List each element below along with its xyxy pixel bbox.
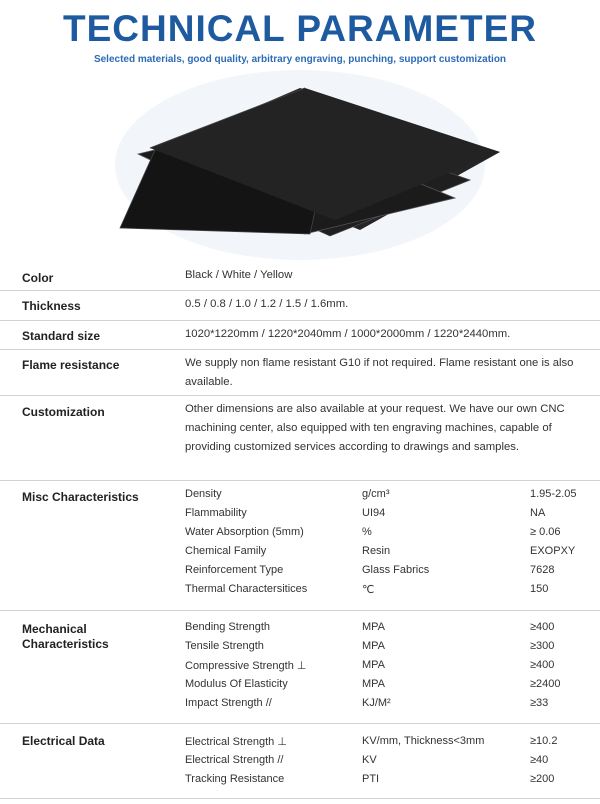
page-subtitle: Selected materials, good quality, arbitrary engraving, punching, support customization <box>93 54 507 65</box>
spec-row-customization <box>0 396 600 481</box>
table-row: Impact Strength // KJ/M² ≥33 <box>185 697 549 709</box>
product-image <box>0 70 600 260</box>
spec-label: Color <box>22 271 54 285</box>
table-row: Flammability UI94 NA <box>185 507 546 519</box>
page-title: TECHNICAL PARAMETER <box>63 8 537 49</box>
spec-value: 1020*1220mm / 1220*2040mm / 1000*2000mm / 1220*2440mm. <box>185 328 511 340</box>
table-row: Compressive Strength ⊥ MPA ≥400 <box>185 659 555 672</box>
spec-row-color <box>0 262 600 291</box>
spec-label: Customization <box>22 405 105 419</box>
spec-row-standard-size <box>0 321 600 350</box>
table-row: Water Absorption (5mm) % ≥ 0.06 <box>185 526 561 538</box>
spec-label: Misc Characteristics <box>22 490 139 504</box>
table-row: Tracking Resistance PTI ≥200 <box>185 773 555 785</box>
misc-subtable <box>185 486 585 600</box>
mechanical-subtable <box>185 619 585 714</box>
spec-value: 0.5 / 0.8 / 1.0 / 1.2 / 1.5 / 1.6mm. <box>185 298 349 310</box>
table-row: Electrical Strength // KV ≥40 <box>185 754 549 766</box>
spec-row-misc <box>0 481 600 611</box>
table-row: Electrical Strength ⊥ KV/mm, Thickness<3mm ≥10.2 <box>185 735 558 748</box>
spec-row-mechanical <box>0 611 600 724</box>
table-row: Density g/cm³ 1.95-2.05 <box>185 488 577 500</box>
spec-value: We supply non flame resistant G10 if not required. Flame resistant one is also available. <box>185 357 574 388</box>
spec-label: Thickness <box>22 299 81 313</box>
spec-row-electrical <box>0 724 600 799</box>
spec-label: Standard size <box>22 329 101 343</box>
table-row: Reinforcement Type Glass Fabrics 7628 <box>185 564 555 576</box>
electrical-subtable <box>185 733 585 790</box>
spec-row-thickness <box>0 291 600 321</box>
spec-value: Other dimensions are also available at your request. We have our own CNC machining center, also equipped with ten engraving machines, capable of providing customized services according to drawings and samples. <box>185 403 565 453</box>
table-row: Bending Strength MPA ≥400 <box>185 621 555 633</box>
table-row: Thermal Charactersitices ℃ 150 <box>185 583 549 596</box>
spec-label: Mechanical Characteristics <box>22 622 109 651</box>
table-row: Modulus Of Elasticity MPA ≥2400 <box>185 678 561 690</box>
spec-table <box>0 262 600 799</box>
table-row: Tensile Strength MPA ≥300 <box>185 640 555 652</box>
table-row: Chemical Family Resin EXOPXY <box>185 545 576 557</box>
spec-row-flame-resistance <box>0 350 600 396</box>
spec-label: Flame resistance <box>22 358 120 372</box>
spec-value: Black / White / Yellow <box>185 269 293 281</box>
spec-label: Electrical Data <box>22 734 105 748</box>
